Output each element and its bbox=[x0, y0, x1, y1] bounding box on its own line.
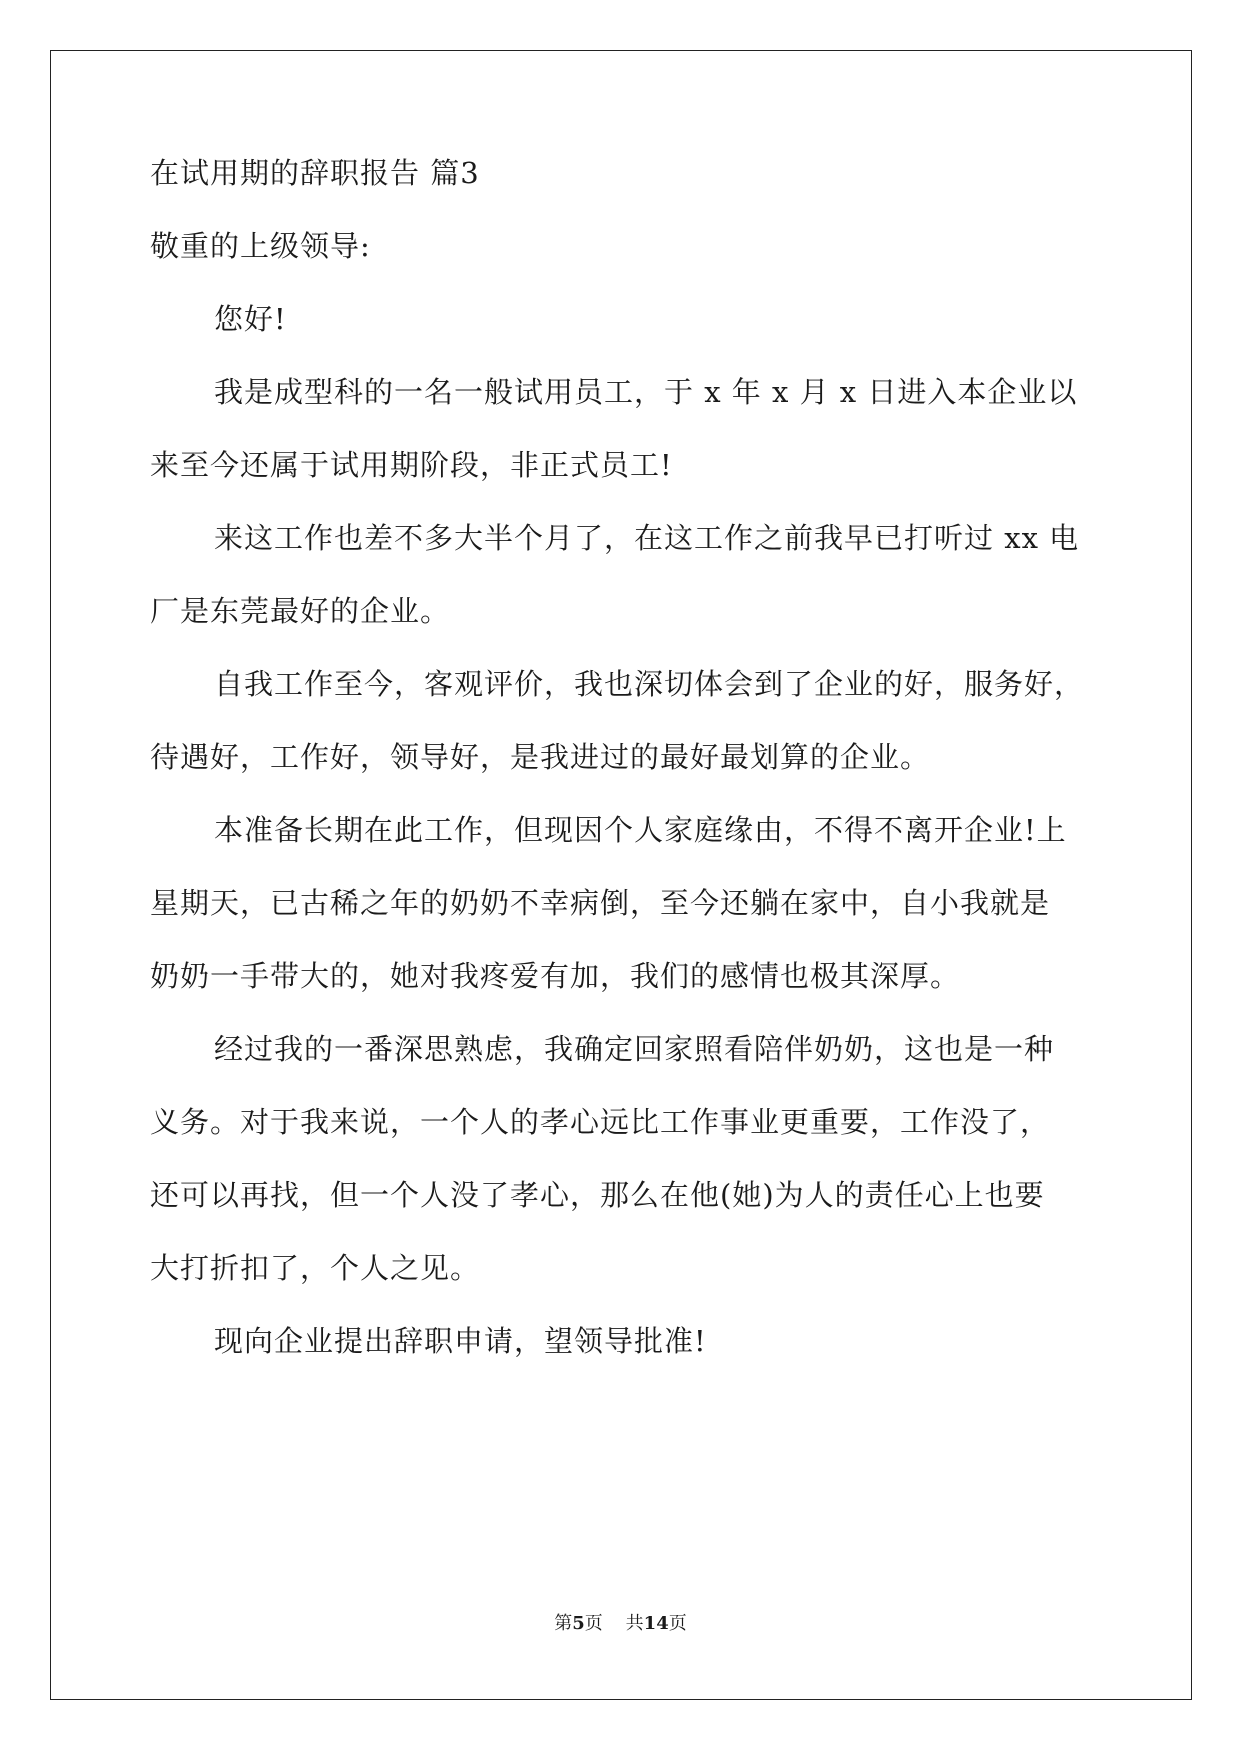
footer-page-unit: 页 bbox=[584, 1613, 603, 1634]
salutation: 敬重的上级领导: bbox=[150, 229, 371, 263]
paragraph-line: 自我工作至今，客观评价，我也深切体会到了企业的好，服务好， bbox=[214, 667, 1085, 701]
paragraph-line: 星期天，已古稀之年的奶奶不幸病倒，至今还躺在家中，自小我就是 bbox=[150, 886, 1051, 920]
current-page-number: 5 bbox=[572, 1613, 585, 1634]
paragraph-line: 本准备长期在此工作，但现因个人家庭缘由，不得不离开企业!上 bbox=[214, 813, 1067, 847]
paragraph-line: 来至今还属于试用期阶段，非正式员工! bbox=[150, 448, 673, 482]
footer-prefix: 第 bbox=[554, 1613, 573, 1634]
footer-total-unit: 页 bbox=[668, 1613, 687, 1634]
paragraph-line: 奶奶一手带大的，她对我疼爱有加，我们的感情也极其深厚。 bbox=[150, 959, 961, 993]
page-border bbox=[50, 50, 1192, 1700]
document-title: 在试用期的辞职报告 篇3 bbox=[150, 156, 480, 190]
paragraph-line: 还可以再找，但一个人没了孝心，那么在他(她)为人的责任心上也要 bbox=[150, 1178, 1045, 1212]
paragraph-line: 经过我的一番深思熟虑，我确定回家照看陪伴奶奶，这也是一种 bbox=[214, 1032, 1055, 1066]
page-number-footer bbox=[0, 1613, 1241, 1635]
paragraph-line: 待遇好，工作好，领导好，是我进过的最好最划算的企业。 bbox=[150, 740, 931, 774]
footer-total-prefix: 共 bbox=[625, 1613, 644, 1634]
paragraph-line: 义务。对于我来说，一个人的孝心远比工作事业更重要，工作没了， bbox=[150, 1105, 1051, 1139]
paragraph-line: 厂是东莞最好的企业。 bbox=[150, 594, 451, 628]
paragraph-line: 大打折扣了，个人之见。 bbox=[150, 1251, 481, 1285]
paragraph-line: 来这工作也差不多大半个月了，在这工作之前我早已打听过 xx 电 bbox=[214, 521, 1080, 555]
paragraph-line: 我是成型科的一名一般试用员工，于 x 年 x 月 x 日进入本企业以 bbox=[214, 375, 1078, 409]
total-page-count: 14 bbox=[643, 1613, 669, 1634]
paragraph-line: 现向企业提出辞职申请，望领导批准! bbox=[214, 1324, 707, 1358]
greeting: 您好! bbox=[214, 302, 287, 336]
